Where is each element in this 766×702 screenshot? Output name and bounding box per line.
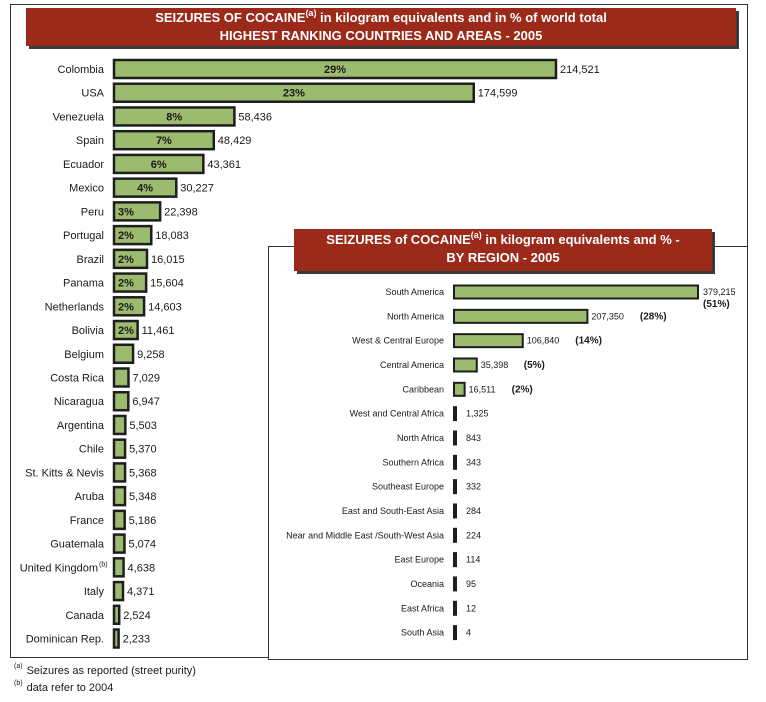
region-bar-south-america — [454, 286, 698, 299]
value-label-portugal: 18,083 — [155, 230, 189, 243]
main-title-part1: SEIZURES OF COCAINE — [155, 10, 306, 25]
percent-label-venezuela: 8% — [166, 111, 183, 124]
value-label-spain: 48,429 — [217, 135, 252, 148]
bar-italy — [114, 582, 123, 600]
bar-argentina — [114, 416, 125, 434]
percent-label-brazil: 2% — [118, 253, 134, 266]
category-label-italy: Italy — [83, 586, 104, 599]
inset-title-footnote-mark: (a) — [470, 230, 482, 240]
region-bar-southern-africa — [454, 456, 456, 469]
region-value-label-north-africa: 843 — [466, 432, 482, 443]
region-value-label-oceania: 95 — [466, 578, 477, 589]
region-bar-east-europe — [454, 553, 456, 566]
bar-st-kitts-nevis — [114, 463, 125, 481]
percent-label-netherlands: 2% — [118, 301, 134, 314]
value-label-guatemala: 5,074 — [128, 538, 156, 551]
value-label-chile: 5,370 — [129, 443, 157, 456]
region-value-label-west-central-europe: 106,840 — [526, 335, 560, 346]
region-label-southern-africa: Southern Africa — [382, 457, 444, 468]
region-value-label-north-america: 207,350 — [591, 311, 624, 322]
region-value-label-central-america: 35,398 — [480, 359, 509, 370]
region-value-label-south-asia: 4 — [466, 627, 472, 638]
region-bar-north-africa — [454, 431, 456, 444]
value-label-canada: 2,524 — [123, 609, 151, 622]
category-label-colombia: Colombia — [57, 64, 104, 76]
region-label-east-europe: East Europe — [394, 554, 444, 565]
category-label-venezuela: Venezuela — [52, 111, 104, 124]
percent-label-usa: 23% — [282, 87, 305, 100]
region-bar-near-and-middle-east-south-west-asia — [454, 529, 456, 542]
main-title-line2: HIGHEST RANKING COUNTRIES AND AREAS - 2005 — [219, 28, 543, 43]
region-bar-east-africa — [454, 602, 456, 615]
main-title-part2: in kilogram equivalents and in % of world total — [316, 10, 607, 25]
inset-title-line2: BY REGION - 2005 — [446, 250, 560, 265]
inset-title-part2: in kilogram equivalents and % - — [481, 232, 680, 247]
category-label-portugal: Portugal — [63, 230, 104, 243]
value-label-france: 5,186 — [128, 514, 157, 527]
category-label-ecuador: Ecuador — [63, 158, 104, 171]
category-label-spain: Spain — [75, 135, 104, 148]
region-value-label-west-and-central-africa: 1,325 — [466, 408, 489, 419]
region-label-south-america: South America — [385, 287, 444, 297]
region-value-label-east-europe: 114 — [466, 554, 481, 565]
value-label-dominican-rep: 2,233 — [122, 633, 151, 646]
bar-belgium — [114, 345, 133, 363]
region-label-near-and-middle-east-south-west-asia: Near and Middle East /South-West Asia — [286, 530, 444, 541]
bar-guatemala — [114, 535, 124, 553]
category-label-mexico: Mexico — [69, 182, 104, 195]
category-label-argentina: Argentina — [56, 419, 104, 432]
region-bar-oceania — [454, 577, 456, 590]
value-label-brazil: 16,015 — [150, 253, 185, 266]
value-label-ecuador: 43,361 — [207, 158, 241, 171]
category-label-costa-rica: Costa Rica — [50, 372, 104, 385]
category-label-brazil: Brazil — [76, 253, 104, 266]
bar-costa-rica — [114, 368, 128, 386]
value-label-italy: 4,371 — [127, 586, 155, 599]
category-label-peru: Peru — [80, 206, 104, 219]
inset-title-part1: SEIZURES of COCAINE — [326, 232, 471, 247]
region-value-label-southeast-europe: 332 — [466, 481, 482, 492]
region-label-caribbean: Caribbean — [402, 384, 444, 395]
region-bar-west-central-europe — [454, 334, 523, 347]
region-bar-caribbean — [454, 383, 465, 396]
region-bar-south-asia — [454, 626, 456, 639]
region-percent-label-central-america: (5%) — [523, 359, 545, 371]
bar-dominican-rep — [114, 630, 119, 648]
region-value-label-east-africa: 12 — [466, 603, 477, 614]
category-label-canada: Canada — [65, 609, 104, 622]
value-label-argentina: 5,503 — [129, 419, 157, 432]
value-label-panama: 15,604 — [150, 277, 184, 290]
value-label-nicaragua: 6,947 — [132, 396, 160, 409]
main-title-footnote-mark: (a) — [305, 8, 317, 18]
category-label-united-kingdom: United Kingdom — [19, 562, 98, 575]
region-label-west-central-europe: West & Central Europe — [352, 335, 444, 346]
region-label-north-africa: North Africa — [396, 432, 444, 443]
value-label-bolivia: 11,461 — [141, 325, 175, 338]
region-bar-central-america — [454, 358, 477, 371]
value-label-aruba: 5,348 — [129, 491, 157, 504]
value-label-st-kitts-nevis: 5,368 — [129, 467, 157, 480]
category-label-st-kitts-nevis: St. Kitts & Nevis — [25, 467, 104, 480]
category-label-chile: Chile — [78, 443, 104, 456]
percent-label-spain: 7% — [155, 135, 172, 148]
region-value-label-near-and-middle-east-south-west-asia: 224 — [466, 530, 482, 541]
region-label-west-and-central-africa: West and Central Africa — [349, 408, 444, 419]
category-label-bolivia: Bolivia — [71, 325, 104, 338]
percent-label-bolivia: 2% — [118, 325, 134, 338]
category-label-belgium: Belgium — [64, 348, 104, 361]
bar-chile — [114, 440, 125, 458]
region-percent-label-south-america: (51%) — [703, 299, 730, 310]
value-label-costa-rica: 7,029 — [132, 372, 161, 385]
region-bar-southeast-europe — [454, 480, 456, 493]
value-label-belgium: 9,258 — [137, 348, 165, 361]
region-label-south-asia: South Asia — [400, 627, 444, 638]
footnote-b-text: data refer to 2004 — [26, 682, 114, 694]
bar-canada — [114, 606, 119, 624]
category-label-dominican-rep: Dominican Rep. — [25, 633, 104, 646]
category-label-aruba: Aruba — [74, 491, 104, 504]
bar-aruba — [114, 487, 125, 505]
bar-france — [114, 511, 125, 529]
region-value-label-caribbean: 16,511 — [468, 384, 496, 395]
region-label-east-and-south-east-asia: East and South-East Asia — [341, 505, 444, 516]
region-label-oceania: Oceania — [410, 578, 444, 589]
category-label-nicaragua: Nicaragua — [53, 396, 104, 409]
category-label-guatemala: Guatemala — [50, 538, 104, 551]
region-label-east-africa: East Africa — [400, 603, 444, 614]
value-label-colombia: 214,521 — [560, 64, 600, 76]
category-footnote-mark-united-kingdom: (b) — [99, 561, 108, 569]
value-label-peru: 22,398 — [164, 206, 198, 219]
region-value-label-east-and-south-east-asia: 284 — [466, 505, 482, 516]
value-label-mexico: 30,227 — [180, 182, 214, 195]
value-label-netherlands: 14,603 — [148, 301, 182, 314]
percent-label-colombia: 29% — [323, 64, 347, 76]
region-label-north-america: North America — [386, 311, 444, 322]
percent-label-portugal: 2% — [118, 230, 134, 243]
region-percent-label-north-america: (28%) — [639, 311, 667, 323]
region-percent-label-west-central-europe: (14%) — [575, 335, 602, 347]
percent-label-mexico: 4% — [137, 182, 154, 195]
category-label-panama: Panama — [63, 277, 104, 290]
region-value-label-south-america: 379,215 — [703, 287, 736, 297]
region-value-label-southern-africa: 343 — [466, 457, 482, 468]
value-label-united-kingdom: 4,638 — [127, 562, 156, 575]
percent-label-ecuador: 6% — [150, 158, 167, 171]
value-label-venezuela: 58,436 — [238, 111, 273, 124]
footnote-b-mark: (b) — [14, 680, 23, 687]
region-bar-north-america — [454, 310, 587, 323]
region-bar-west-and-central-africa — [454, 407, 456, 420]
value-label-usa: 174,599 — [477, 87, 518, 100]
region-bar-east-and-south-east-asia — [454, 504, 456, 517]
footnotes — [14, 663, 196, 697]
bar-united-kingdom — [114, 558, 124, 576]
region-percent-label-caribbean: (2%) — [511, 384, 533, 396]
percent-label-peru: 3% — [118, 206, 134, 219]
percent-label-panama: 2% — [118, 277, 134, 290]
category-label-france: France — [69, 514, 104, 527]
region-label-southeast-europe: Southeast Europe — [371, 481, 444, 492]
footnote-a-text: Seizures as reported (street purity) — [26, 665, 196, 677]
category-label-netherlands: Netherlands — [44, 301, 104, 314]
region-label-central-america: Central America — [379, 359, 444, 370]
bar-nicaragua — [114, 392, 128, 410]
category-label-usa: USA — [81, 87, 104, 100]
footnote-a-mark: (a) — [14, 663, 23, 670]
